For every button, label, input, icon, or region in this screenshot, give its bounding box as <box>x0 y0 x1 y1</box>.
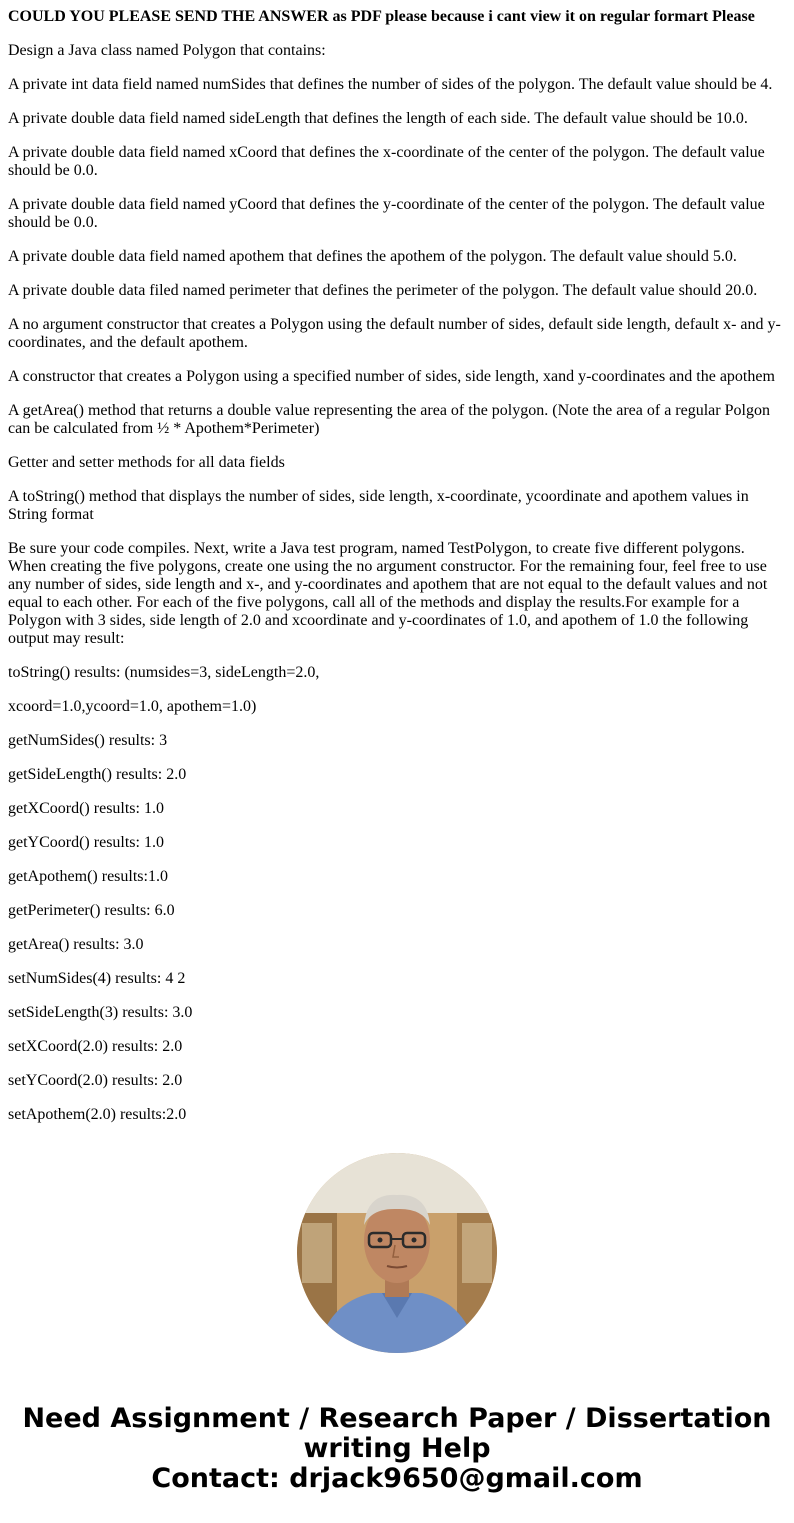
question-paragraph: A getArea() method that returns a double value representing the area of the polygon. (Note the area of a regular Polgon can be calculated from ½ * Apothem*Perimeter) <box>8 402 770 437</box>
question-paragraph: Getter and setter methods for all data fields <box>8 454 285 471</box>
output-line: getApothem() results:1.0 <box>8 868 168 885</box>
promo-line: Need Assignment / Research Paper / Dissertation <box>22 1403 772 1434</box>
output-line: getSideLength() results: 2.0 <box>8 766 187 783</box>
question-paragraph: A private double data field named sideLength that defines the length of each side. The default value should be 10.0. <box>8 110 748 127</box>
output-line: getXCoord() results: 1.0 <box>8 800 164 817</box>
question-paragraph: A private double data field named apothem that defines the apothem of the polygon. The default value should 5.0. <box>8 248 737 265</box>
output-line: setNumSides(4) results: 4 2 <box>8 970 186 987</box>
promo-footer <box>0 1404 794 1494</box>
output-line: setYCoord(2.0) results: 2.0 <box>8 1072 183 1089</box>
contact-email: Contact: drjack9650@gmail.com <box>151 1463 643 1494</box>
output-line: setApothem(2.0) results:2.0 <box>8 1106 187 1123</box>
question-paragraph: Design a Java class named Polygon that contains: <box>8 42 326 59</box>
output-line: getArea() results: 3.0 <box>8 936 144 953</box>
question-paragraph: A private int data field named numSides that defines the number of sides of the polygon. The default value should be 4. <box>8 76 773 93</box>
output-line: getPerimeter() results: 6.0 <box>8 902 175 919</box>
author-photo <box>297 1153 497 1353</box>
promo-line: writing Help <box>303 1433 491 1464</box>
author-photo-illustration <box>297 1153 497 1353</box>
output-line: toString() results: (numsides=3, sideLength=2.0, <box>8 664 320 681</box>
output-line: getYCoord() results: 1.0 <box>8 834 164 851</box>
question-body <box>8 8 786 1140</box>
output-line: getNumSides() results: 3 <box>8 732 168 749</box>
output-line: setXCoord(2.0) results: 2.0 <box>8 1038 183 1055</box>
question-paragraph: A private double data field named yCoord that defines the y-coordinate of the center of the polygon. The default value should be 0.0. <box>8 196 765 231</box>
question-paragraph: A private double data filed named perimeter that defines the perimeter of the polygon. The default value should 20.0. <box>8 282 758 299</box>
output-line: setSideLength(3) results: 3.0 <box>8 1004 193 1021</box>
question-paragraph: A toString() method that displays the number of sides, side length, x-coordinate, ycoordinate and apothem values in String format <box>8 488 749 523</box>
question-paragraph: A private double data field named xCoord that defines the x-coordinate of the center of the polygon. The default value should be 0.0. <box>8 144 765 179</box>
question-heading: COULD YOU PLEASE SEND THE ANSWER as PDF please because i cant view it on regular formart Please <box>8 8 755 25</box>
output-line: xcoord=1.0,ycoord=1.0, apothem=1.0) <box>8 698 257 715</box>
question-paragraph: Be sure your code compiles. Next, write a Java test program, named TestPolygon, to create five different polygons. When creating the five polygons, create one using the no argument constructor. For the remaining four, feel free to use any number of sides, side length and x-, and y-coordinates and apothem that are not equal to the default values and not equal to each other. For each of the five polygons, call all of the methods and display the results.For example for a Polygon with 3 sides, side length of 2.0 and xcoordinate and y-coordinates of 1.0, and apothem of 1.0 the following output may result: <box>8 540 768 647</box>
question-paragraph: A no argument constructor that creates a Polygon using the default number of sides, default side length, default x- and y-coordinates, and the default apothem. <box>8 316 781 351</box>
question-paragraph: A constructor that creates a Polygon using a specified number of sides, side length, xand y-coordinates and the apothem <box>8 368 775 385</box>
